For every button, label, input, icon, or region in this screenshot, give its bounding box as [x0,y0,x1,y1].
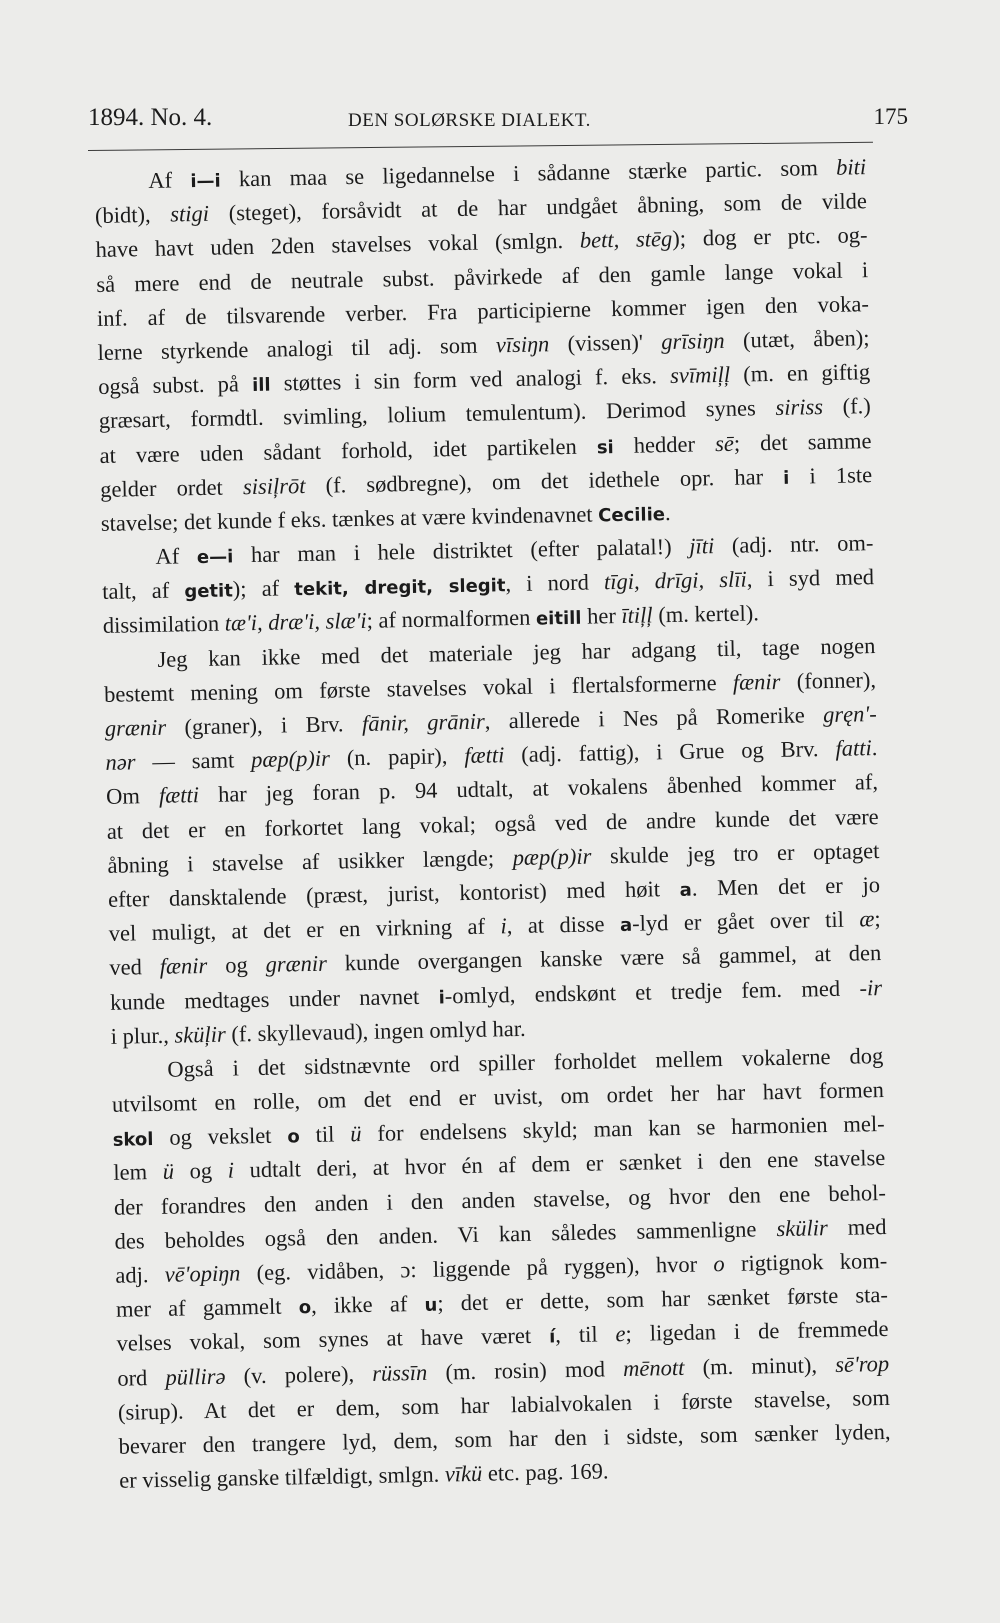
header-title: DEN SOLØRSKE DIALEKT. [348,110,591,131]
text-line: have havt uden 2den stavelses vokal (smlgn. bett, stēg); dog er ptc. og- [95,222,868,263]
text-line: Om fætti har jeg foran p. 94 udtalt, at vokalens åbenhed kommer af, [105,769,879,810]
running-header [88,100,908,144]
text-line: velses vokal, som synes at have været í, til e; ligedan i de fremmede [116,1316,889,1357]
text-line: grænir (graner), i Brv. fānir, grānir, allerede i Nes på Romerike gręn'- [104,701,877,741]
text-line: gelder ordet sisiļrōt (f. sødbregne), om det idethele opr. har i i 1ste [99,461,873,502]
text-line: inf. af de tilsvarende verber. Fra participierne kommer igen den voka- [96,290,870,331]
text-line: stavelse; det kunde f eks. tænkes at være kvindenavnet Cecilie. [100,499,671,536]
text-line: i plur., sküļir (f. skyllevaud), ingen omlyd har. [110,1015,526,1049]
text-line: Af i—i kan maa se ligedannelse i sådanne stærke partic. som biti [148,154,867,193]
text-line: ord püllirə (v. polere), rüssīn (m. rosin) mod mēnott (m. minut), sē'rop [117,1350,890,1391]
text-line: talt, af getit); af tekit, dregit, slegit, i nord tīgi, drīgi, slīi, i syd med [101,564,875,605]
text-line: åbning i stavelse af usikker længde; pæp(p)ir skulde jeg tro er optaget [107,837,880,878]
text-line: lerne styrkende analogi til adj. som vīsiŋn (vissen)' grīsiŋn (utæt, åben); [97,325,870,365]
text-line: også subst. på ill støttes i sin form ved analogi f. eks. svīmiļļ (m. en giftig [98,359,871,400]
text-line: (sirup). At det er dem, som har labialvokalen i første stavelse, som [117,1384,891,1425]
text-line: kunde medtages under navnet i-omlyd, endskønt et tredje fem. med -ir [109,974,883,1015]
text-line: er visselig ganske tilfældigt, smlgn. vīkü etc. pag. 169. [119,1458,609,1493]
text-line: (bidt), stigi (steget), forsåvidt at de har undgået åbning, som de vilde [94,188,868,229]
text-line: vel muligt, at det er en virkning af i, at disse a-lyd er gået over til æ; [108,906,881,946]
text-line: græsart, formdtl. svimling, lolium temulentum). Derimod synes siriss (f.) [98,393,872,434]
page-number: 175 [873,104,908,129]
text-line: mer af gammelt o, ikke af u; det er dette, som har sænket første sta- [115,1282,889,1322]
text-line: at det er en forkortet lang vokal; også ved de andre kunde det være [106,803,879,844]
text-line: adj. vē'opiŋn (eg. vidåben, ɔ: liggende på ryggen), hvor o rigtignok kom- [115,1247,888,1288]
body-text [94,150,891,1498]
text-line: bevarer den trangere lyd, dem, som har den i sidste, som sænker lyden, [118,1418,891,1459]
text-line: Af e—i har man i hele distriktet (efter palatal!) jīti (adj. ntr. om- [155,530,874,569]
text-line: Jeg kan ikke med det materiale jeg har adgang til, tage nogen [157,632,876,672]
text-line: des beholdes også den anden. Vi kan således sammenligne skülir med [114,1213,887,1254]
text-line: bestemt mening om første stavelses vokal i flertalsformerne fænir (fonner), [103,666,877,707]
text-line: der forandres den anden i den anden stavelse, og hvor den ene behol- [113,1179,887,1220]
text-line: lem ü og i udtalt deri, at hvor én af dem er sænket i den ene stavelse [113,1145,886,1186]
text-line: så mere end de neutrale subst. påvirkede af den gamle lange vokal i [96,256,869,297]
text-line: dissimilation tæ'i, dræ'i, slæ'i; af normalformen eitill her ītiļļ (m. kertel). [102,600,760,639]
header-year-number: 1894. No. 4. [88,104,213,131]
text-line: nər — samt pæp(p)ir (n. papir), fætti (adj. fattig), i Grue og Brv. fatti. [105,735,878,776]
text-line: efter dansktalende (præst, jurist, kontorist) med høit a. Men det er jo [107,871,881,912]
text-line: utvilsomt en rolle, om det end er uvist, om ordet her har havt formen [111,1077,885,1117]
text-line: Også i det sidstnævnte ord spiller forholdet mellem vokalerne dog [167,1042,884,1082]
text-line: skol og vekslet o til ü for endelsens skyld; man kan se harmonien mel- [112,1111,885,1152]
text-line: at være uden sådant forhold, idet partikelen si hedder sē; det samme [99,427,872,468]
text-line: ved fænir og grænir kunde overgangen kanske være så gammel, at den [109,940,882,981]
